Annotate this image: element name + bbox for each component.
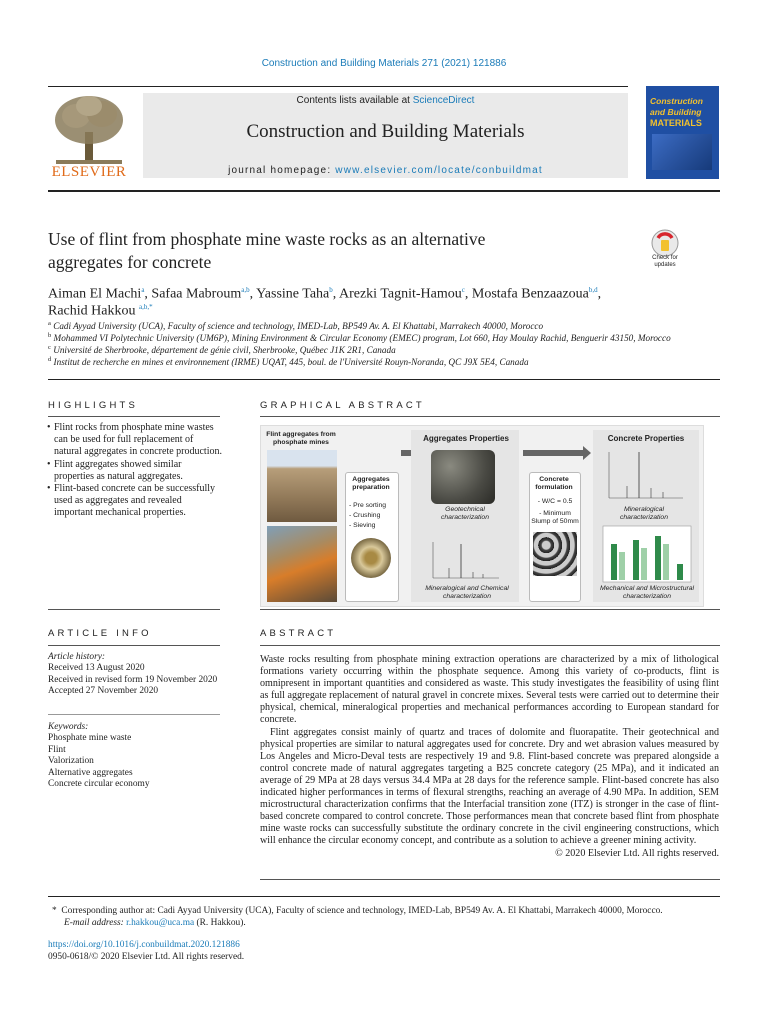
affiliation-text: Cadi Ayyad University (UCA), Faculty of science and technology, IMED-Lab, BP549 Av. A. El Khattabi, Marrakech 40000, Morocco — [53, 321, 544, 332]
sciencedirect-link[interactable]: ScienceDirect — [412, 95, 475, 106]
history-rule — [48, 714, 220, 715]
cover-image — [652, 134, 712, 170]
cover-line-3: MATERIALS — [650, 118, 702, 128]
article-history-label: Article history: — [48, 652, 106, 662]
contents-line — [143, 95, 628, 106]
author-separator: , — [144, 286, 152, 302]
keyword: Concrete circular economy — [48, 779, 150, 790]
elsevier-logo — [48, 92, 130, 180]
affiliation-marker: d — [48, 356, 52, 363]
email-suffix: (R. Hakkou). — [196, 917, 246, 928]
header-bottom-rule — [48, 190, 720, 192]
author-affiliation-marker[interactable]: a,b,* — [138, 303, 153, 311]
footer-rule — [48, 896, 720, 897]
abstract-copyright: © 2020 Elsevier Ltd. All rights reserved. — [555, 847, 719, 859]
abstract-rule — [260, 645, 720, 646]
homepage-line — [143, 165, 628, 176]
keyword: Phosphate mine waste — [48, 733, 132, 744]
email-label: E-mail address: — [64, 917, 124, 928]
cover-title — [650, 96, 716, 129]
history-received: Received 13 August 2020 — [48, 663, 145, 674]
elsevier-wordmark: ELSEVIER — [51, 164, 127, 180]
affiliation — [48, 344, 396, 355]
graphical-abstract-figure[interactable] — [260, 425, 704, 607]
article-history — [48, 652, 228, 698]
article-info-rule — [48, 645, 220, 646]
ga-strength-bar-chart — [601, 524, 693, 584]
check-updates-label-1: Check for — [652, 255, 678, 261]
graphical-abstract-heading: GRAPHICAL ABSTRACT — [260, 400, 425, 411]
issn-line: 0950-0618/© 2020 Elsevier Ltd. All rights reserved. — [48, 952, 245, 962]
journal-title: Construction and Building Materials — [246, 121, 525, 142]
cover-line-1: Construction — [650, 96, 703, 106]
keywords — [48, 722, 228, 790]
author-name[interactable]: Safaa Mabroum — [151, 286, 242, 302]
ga-formulation-item-1: - W/C = 0.5 — [537, 498, 573, 505]
ga-formulation-title: Concrete formulation — [535, 476, 573, 491]
affiliation-text: Mohammed VI Polytechnic University (UM6P), Mining Environment & Circular Economy (EMEC) program, Lot 660, Hay Moulay Rachid, Benguerir 43150, Morocco — [53, 333, 671, 344]
affiliation — [48, 332, 671, 343]
highlights-heading: HIGHLIGHTS — [48, 400, 139, 411]
ga-mine-photo-top — [267, 450, 337, 522]
ga-xrd-chart — [429, 538, 501, 582]
homepage-prefix: journal homepage: — [228, 165, 336, 176]
affiliation-text: Université de Sherbrooke, département de génie civil, Sherbrooke, Québec J1K 2R1, Canada — [53, 345, 396, 356]
highlights-rule — [48, 416, 220, 417]
author-separator: , — [249, 286, 257, 302]
ga-arrow-2 — [523, 446, 591, 460]
affiliation — [48, 356, 529, 367]
author-affiliation-marker[interactable]: a — [141, 286, 145, 294]
author-name[interactable]: Mostafa Benzaazoua — [471, 286, 589, 302]
journal-banner — [143, 93, 628, 178]
ga-geo-label: Geotechnical characterization — [441, 506, 489, 521]
author-separator: , — [464, 286, 472, 302]
history-accepted: Accepted 27 November 2020 — [48, 686, 159, 697]
ga-aggregates-photo — [431, 450, 495, 504]
contents-prefix: Contents lists available at — [296, 95, 410, 106]
article-title — [48, 228, 608, 274]
affiliation-marker: a — [48, 320, 51, 327]
highlight-item: • Flint rocks from phosphate mine wastes can be used for full replacement of natural aggregates in concrete production. — [48, 422, 222, 459]
journal-cover[interactable] — [646, 86, 719, 179]
author-separator: , — [332, 286, 339, 302]
author-affiliation-marker[interactable]: c — [461, 286, 465, 294]
history-revised: Received in revised form 19 November 2020 — [48, 674, 218, 685]
check-updates-label-2: updates — [654, 261, 676, 268]
article-info-heading: ARTICLE INFO — [48, 628, 152, 639]
author-name[interactable]: Yassine Taha — [256, 286, 330, 302]
check-updates-label — [644, 255, 686, 268]
ga-prep-step-1: - Pre sorting — [349, 502, 387, 509]
affiliation — [48, 320, 543, 331]
ga-mineral-label: Mineralogical characterization — [620, 506, 668, 521]
keywords-label: Keywords: — [48, 722, 89, 732]
journal-reference[interactable]: Construction and Building Materials 271 (2021) 121886 — [261, 58, 507, 69]
highlights-list — [48, 422, 222, 520]
elsevier-tree-icon — [48, 92, 130, 168]
ga-panel1-title: Flint aggregates from phosphate mines — [266, 431, 336, 446]
highlight-item: • Flint-based concrete can be successfully used as aggregates and revealed important mechanical properties. — [48, 483, 222, 520]
highlights-bottom-rule — [48, 609, 220, 610]
ga-prep-step-2: - Crushing — [349, 512, 381, 519]
title-line-2: aggregates for concrete — [48, 252, 212, 272]
ga-mech-label: Mechanical and Microstructural characterization — [599, 585, 695, 600]
corresponding-author: Corresponding author at: Cadi Ayyad University (UCA), Faculty of science and technology, IMED-Lab, BP549 Av. A. El Khattabi, Marrakech 40000, Morocco. — [61, 906, 663, 916]
ga-sieve-image — [351, 538, 391, 578]
asterisk: * — [52, 906, 62, 916]
ga-prep-title: Aggregates preparation — [352, 476, 390, 491]
ga-prep-box — [345, 472, 399, 602]
graphical-abstract-rule — [260, 416, 720, 417]
graphical-abstract-bottom-rule — [260, 609, 720, 610]
abstract-body — [260, 654, 719, 860]
email-link[interactable]: r.hakkou@uca.ma — [126, 917, 195, 928]
doi-link[interactable]: https://doi.org/10.1016/j.conbuildmat.2020.121886 — [48, 940, 240, 950]
keyword: Flint — [48, 744, 66, 755]
title-line-1: Use of flint from phosphate mine waste rocks as an alternative — [48, 229, 486, 249]
header-top-rule — [48, 86, 628, 87]
cover-line-2: and Building — [650, 107, 702, 117]
ga-panel3-title: Concrete Properties — [607, 434, 685, 443]
author-name[interactable]: Aiman El Machi — [48, 286, 142, 302]
abstract-heading: ABSTRACT — [260, 628, 337, 639]
abstract-paragraph-1: Waste rocks resulting from phosphate mining extraction operations are characterized by a mix of lithological formations variety occurring within the phosphate sequence. Among this variety of co-products, flint is omnipresent in important quantities and considered as waste. This study investigates the feasibility of using flint as full aggregate replacement of natural gravel in concrete mixes. Several tests were carried out to determine their physical, chemical, mineralogical properties and mechanical performances according to European standard for concrete. — [260, 654, 719, 726]
ga-mineral-chem-label: Mineralogical and Chemical characterization — [425, 585, 509, 600]
ga-prep-step-3: - Sieving — [349, 522, 376, 529]
ga-panel2-title: Aggregates Properties — [423, 434, 509, 443]
author-affiliation-marker[interactable]: b — [329, 286, 333, 294]
check-for-updates-badge[interactable] — [646, 229, 684, 267]
corresponding-note — [48, 906, 728, 929]
affiliation-marker: c — [48, 344, 51, 351]
keyword-list — [48, 733, 228, 790]
affiliation-marker: b — [48, 332, 52, 339]
author-name[interactable]: Rachid Hakkou — [48, 303, 136, 319]
ga-formulation-item-2: - Minimum Slump of 50mm — [531, 510, 579, 525]
affiliation-text: Institut de recherche en mines et environnement (IRME) UQAT, 445, boul. de l'Université Rouyn-Noranda, QC J9X 5E4, Canada — [53, 357, 529, 368]
author-affiliation-marker[interactable]: a,b — [241, 286, 250, 294]
affiliations-rule — [48, 379, 720, 380]
abstract-paragraph-2: Flint aggregates consist mainly of quartz and traces of dolomite and fluorapatite. Their geotechnical and physical properties are similar to natural aggregates used for concrete. Dry and wet abrasion values measured by Los Angeles and Micro-Deval tests are respectively 19 and 9.8. Flint-based concrete was prepared alongside a control concrete made of natural aggregates targeting a B25 concrete category (25 MPa), and it indicated an average of 29 MPa at 28 days versus 34.4 MPa at 28 days for the reference sample. Flint-based concrete has also indicated higher performances in terms of flexural strengths, reaching an average of 4.90 MPa. In addition, SEM microstructural characterization confirms that the Interfacial transition zone (ITZ) is stronger in the case of flint-based concrete compared to control concrete. Those performances mean that concrete based flint from phosphate mine waste rocks can successfully substitute the ordinary concrete in the civil engineering constructions, which will enhance the circular economy concept, and contribute as a solution to achieve a greener mining activity. — [260, 726, 719, 847]
keyword: Alternative aggregates — [48, 767, 133, 778]
author-name[interactable]: Arezki Tagnit-Hamou — [338, 286, 462, 302]
ga-cylinders-photo — [533, 532, 577, 576]
abstract-bottom-rule — [260, 879, 720, 880]
author-separator: , — [597, 286, 602, 302]
homepage-link[interactable]: www.elsevier.com/locate/conbuildmat — [335, 165, 543, 176]
ga-mine-photo-bottom — [267, 526, 337, 602]
author-list-line-2 — [48, 298, 720, 321]
ga-concrete-xrd-chart — [605, 446, 685, 502]
highlight-item: • Flint aggregates showed similar properties as natural aggregates. — [48, 459, 222, 483]
keyword: Valorization — [48, 756, 94, 767]
author-affiliation-marker[interactable]: b,d — [588, 286, 598, 294]
